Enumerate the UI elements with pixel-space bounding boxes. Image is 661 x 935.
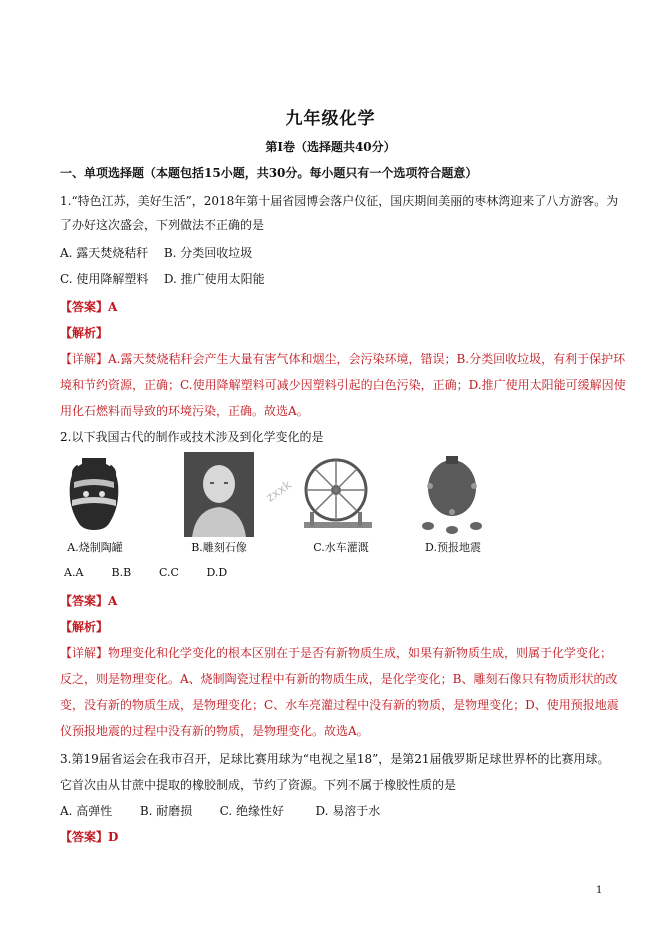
q2-option-d: D.D bbox=[206, 566, 228, 579]
q2-option-c: C.C bbox=[159, 566, 179, 579]
watermark: zxxk bbox=[263, 477, 294, 505]
q3-option-b: B. 耐磨损 bbox=[139, 804, 193, 818]
section-heading: 一、单项选择题（本题包括15小题，共30分。每小题只有一个选项符合题意） bbox=[60, 166, 478, 180]
q1-answer: 【答案】A bbox=[60, 300, 118, 314]
pottery-jar-image bbox=[64, 452, 124, 537]
q3-stem-line1: 3.第19届省运会在我市召开，足球比赛用球为“电视之星18”，是第21届俄罗斯足球世界杯的比赛用球。 bbox=[60, 752, 610, 766]
q1-detail-line3: 用化石燃料而导致的环境污染，正确。故选A。 bbox=[60, 404, 309, 418]
caption-b: B.雕刻石像 bbox=[191, 541, 247, 554]
q2-answer: 【答案】A bbox=[60, 594, 118, 608]
q3-option-d: D. 易溶于水 bbox=[315, 804, 381, 818]
q2-options-row bbox=[64, 566, 227, 579]
caption-d: D.预报地震 bbox=[425, 541, 481, 554]
water-wheel-image bbox=[300, 452, 378, 537]
caption-a: A.烧制陶罐 bbox=[67, 541, 123, 554]
q3-options-row bbox=[60, 802, 380, 819]
q2-image-row bbox=[60, 452, 500, 562]
caption-c: C.水车灌溉 bbox=[313, 541, 369, 554]
q1-detail-line2: 境和节约资源，正确；C.使用降解塑料可减少因塑料引起的白色污染，正确；D.推广使用太阳能可缓解因使 bbox=[60, 378, 626, 392]
q1-options-row1 bbox=[60, 244, 252, 261]
seismoscope-image bbox=[418, 452, 486, 537]
page-title: 九年级化学 bbox=[285, 109, 376, 129]
q1-options-row2 bbox=[60, 270, 265, 287]
q2-detail-line1: 【详解】物理变化和化学变化的根本区别在于是否有新物质生成，如果有新物质生成，则属于化学变化； bbox=[60, 646, 613, 660]
q1-analysis-label: 【解析】 bbox=[60, 326, 109, 340]
q1-stem-line2: 了办好这次盛会，下列做法不正确的是 bbox=[60, 218, 265, 232]
q2-detail-line2: 反之，则是物理变化。A、烧制陶瓷过程中有新的物质生成，是化学变化；B、雕刻石像只有物质形状的改 bbox=[60, 672, 618, 686]
q1-detail-line1: 【详解】A.露天焚烧秸秆会产生大量有害气体和烟尘，会污染环境，错误；B.分类回收垃圾，有利于保护环 bbox=[60, 352, 626, 366]
q2-stem-line1: 2.以下我国古代的制作或技术涉及到化学变化的是 bbox=[60, 430, 324, 444]
q2-option-b: B.B bbox=[111, 566, 132, 579]
q3-option-c: C. 绝缘性好 bbox=[219, 804, 285, 818]
q1-stem-line1: 1.“特色江苏，美好生活”，2018年第十届省园博会落户仪征，国庆期间美丽的枣林湾迎来了八方游客。为 bbox=[60, 194, 619, 208]
q2-option-a: A.A bbox=[64, 566, 84, 579]
q3-stem-line2: 它首次由从甘蔗中提取的橡胶制成，节约了资源。下列不属于橡胶性质的是 bbox=[60, 778, 457, 792]
q1-option-c: C. 使用降解塑料 bbox=[60, 272, 149, 286]
part-subtitle: 第Ⅰ卷（选择题共40分） bbox=[265, 140, 396, 154]
page-number: 1 bbox=[596, 885, 603, 896]
q2-analysis-label: 【解析】 bbox=[60, 620, 109, 634]
q3-option-a: A. 高弹性 bbox=[60, 804, 113, 818]
q3-answer: 【答案】D bbox=[60, 830, 119, 844]
q1-option-a: A. 露天焚烧秸秆 bbox=[60, 246, 149, 260]
q2-detail-line3: 变，没有新的物质生成，是物理变化；C、水车亮灌过程中没有新的物质，是物理变化；D、使用预报地震 bbox=[60, 698, 619, 712]
q1-option-b: B. 分类回收垃圾 bbox=[163, 246, 253, 260]
stone-statue-image bbox=[184, 452, 254, 537]
q2-detail-line4: 仪预报地震的过程中没有新的物质，是物理变化。故选A。 bbox=[60, 724, 369, 738]
q1-option-d: D. 推广使用太阳能 bbox=[163, 272, 265, 286]
